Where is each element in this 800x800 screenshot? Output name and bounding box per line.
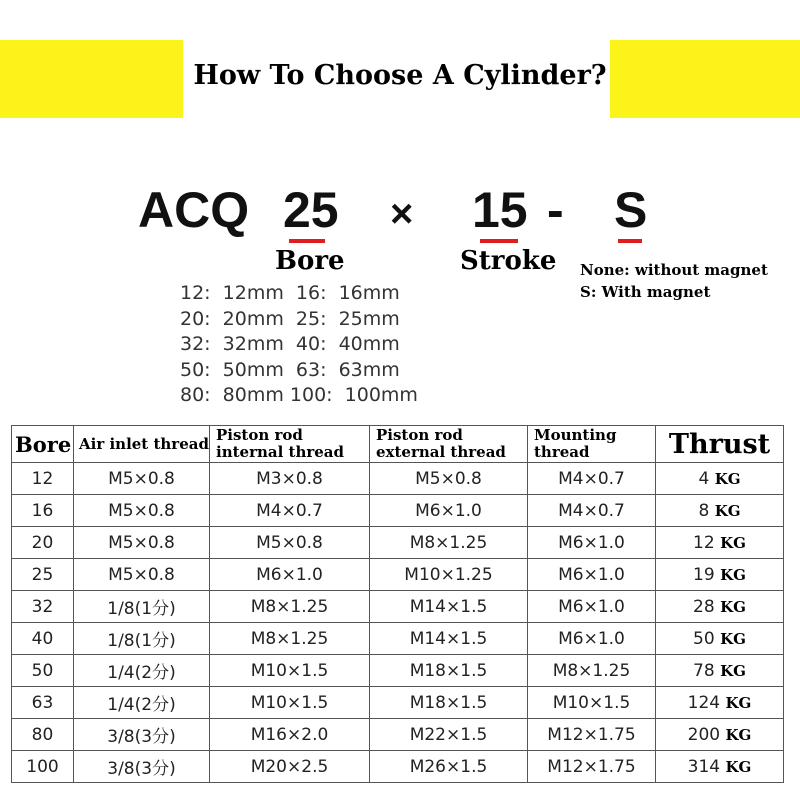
bore-options-list	[180, 281, 418, 409]
header-mounting: Mounting thread	[528, 426, 656, 463]
page-title: How To Choose A Cylinder?	[193, 60, 607, 91]
cell-internal: M8×1.25	[210, 591, 370, 623]
cell-bore: 32	[12, 591, 74, 623]
cell-internal: M8×1.25	[210, 623, 370, 655]
cell-thrust	[656, 527, 784, 559]
thrust-unit: KG	[720, 629, 746, 648]
cell-bore: 50	[12, 655, 74, 687]
cell-external: M5×0.8	[370, 463, 528, 495]
table-row	[12, 559, 784, 591]
cell-thrust	[656, 559, 784, 591]
code-bore: 25	[283, 182, 339, 238]
bore-option-row: 80: 80mm 100: 100mm	[180, 384, 418, 406]
bore-option-row: 32: 32mm 40: 40mm	[180, 333, 400, 355]
cell-mounting: M6×1.0	[528, 559, 656, 591]
cell-external: M8×1.25	[370, 527, 528, 559]
spec-table	[11, 425, 784, 783]
thrust-value: 19	[693, 564, 715, 585]
cell-external: M22×1.5	[370, 719, 528, 751]
cell-external: M6×1.0	[370, 495, 528, 527]
thrust-value: 28	[693, 596, 715, 617]
header-thrust: Thrust	[656, 426, 784, 463]
cell-thrust	[656, 591, 784, 623]
cell-internal: M4×0.7	[210, 495, 370, 527]
cell-external: M10×1.25	[370, 559, 528, 591]
cell-external: M18×1.5	[370, 655, 528, 687]
cell-inlet: 3/8(3分)	[74, 719, 210, 751]
table-row	[12, 751, 784, 783]
thrust-unit: KG	[720, 661, 746, 680]
cell-thrust	[656, 655, 784, 687]
table-row	[12, 463, 784, 495]
code-dash: -	[547, 182, 564, 238]
header-internal: Piston rod internal thread	[210, 426, 370, 463]
cell-internal: M6×1.0	[210, 559, 370, 591]
cell-internal: M20×2.5	[210, 751, 370, 783]
cell-thrust	[656, 495, 784, 527]
thrust-value: 314	[687, 756, 721, 777]
cell-bore: 25	[12, 559, 74, 591]
cell-mounting: M12×1.75	[528, 751, 656, 783]
cell-inlet: 3/8(3分)	[74, 751, 210, 783]
magnet-underline	[618, 239, 642, 243]
magnet-none-note: None: without magnet	[580, 261, 768, 279]
cell-inlet: 1/8(1分)	[74, 591, 210, 623]
thrust-value: 200	[687, 724, 721, 745]
cell-external: M18×1.5	[370, 687, 528, 719]
code-stroke: 15	[472, 182, 528, 238]
stroke-label: Stroke	[460, 246, 557, 276]
cell-inlet: 1/4(2分)	[74, 655, 210, 687]
cell-internal: M16×2.0	[210, 719, 370, 751]
cell-mounting: M6×1.0	[528, 591, 656, 623]
table-row	[12, 719, 784, 751]
cell-inlet: M5×0.8	[74, 527, 210, 559]
thrust-unit: KG	[725, 693, 752, 712]
header-external: Piston rod external thread	[370, 426, 528, 463]
cell-internal: M10×1.5	[210, 655, 370, 687]
cell-external: M14×1.5	[370, 591, 528, 623]
cell-mounting: M8×1.25	[528, 655, 656, 687]
header-inlet: Air inlet thread	[74, 426, 210, 463]
thrust-unit: KG	[725, 757, 752, 776]
cell-mounting: M4×0.7	[528, 495, 656, 527]
bore-underline	[289, 239, 325, 243]
cell-bore: 12	[12, 463, 74, 495]
cell-thrust	[656, 687, 784, 719]
bore-label: Bore	[275, 246, 345, 276]
bore-option-row: 50: 50mm 63: 63mm	[180, 358, 400, 381]
thrust-unit: KG	[720, 565, 746, 584]
thrust-value: 78	[693, 660, 715, 681]
cell-external: M26×1.5	[370, 751, 528, 783]
cell-internal: M3×0.8	[210, 463, 370, 495]
table-body	[12, 463, 784, 783]
thrust-value: 12	[693, 532, 715, 553]
cell-internal: M5×0.8	[210, 527, 370, 559]
cell-mounting: M6×1.0	[528, 527, 656, 559]
thrust-value: 50	[693, 628, 715, 649]
magnet-s-note: S: With magnet	[580, 283, 711, 301]
cell-bore: 16	[12, 495, 74, 527]
cell-mounting: M4×0.7	[528, 463, 656, 495]
table-row	[12, 623, 784, 655]
cell-external: M14×1.5	[370, 623, 528, 655]
bore-option-row: 20: 20mm 25: 25mm	[180, 307, 400, 330]
thrust-value: 124	[687, 692, 721, 713]
thrust-unit: KG	[714, 501, 741, 520]
table-row	[12, 591, 784, 623]
stroke-underline	[480, 239, 518, 243]
cell-mounting: M12×1.75	[528, 719, 656, 751]
thrust-value: 4	[698, 468, 710, 489]
bore-option-row: 12: 12mm 16: 16mm	[180, 282, 400, 304]
thrust-unit: KG	[714, 469, 741, 488]
cell-inlet: M5×0.8	[74, 463, 210, 495]
cell-bore: 63	[12, 687, 74, 719]
cell-thrust	[656, 719, 784, 751]
header-bore: Bore	[12, 426, 74, 463]
thrust-unit: KG	[720, 597, 746, 616]
cell-bore: 80	[12, 719, 74, 751]
code-times: ×	[390, 192, 414, 236]
cell-bore: 100	[12, 751, 74, 783]
cell-bore: 20	[12, 527, 74, 559]
code-magnet: S	[614, 182, 648, 238]
cell-thrust	[656, 751, 784, 783]
cell-inlet: 1/4(2分)	[74, 687, 210, 719]
thrust-unit: KG	[720, 533, 746, 552]
thrust-value: 8	[698, 500, 710, 521]
code-series: ACQ	[138, 182, 250, 238]
cell-bore: 40	[12, 623, 74, 655]
thrust-unit: KG	[725, 725, 752, 744]
cell-internal: M10×1.5	[210, 687, 370, 719]
table-row	[12, 655, 784, 687]
cell-inlet: 1/8(1分)	[74, 623, 210, 655]
table-header-row	[12, 426, 784, 463]
cell-mounting: M6×1.0	[528, 623, 656, 655]
table-row	[12, 527, 784, 559]
cell-inlet: M5×0.8	[74, 559, 210, 591]
table-row	[12, 687, 784, 719]
table-row	[12, 495, 784, 527]
cell-mounting: M10×1.5	[528, 687, 656, 719]
cell-thrust	[656, 463, 784, 495]
cell-inlet: M5×0.8	[74, 495, 210, 527]
cell-thrust	[656, 623, 784, 655]
